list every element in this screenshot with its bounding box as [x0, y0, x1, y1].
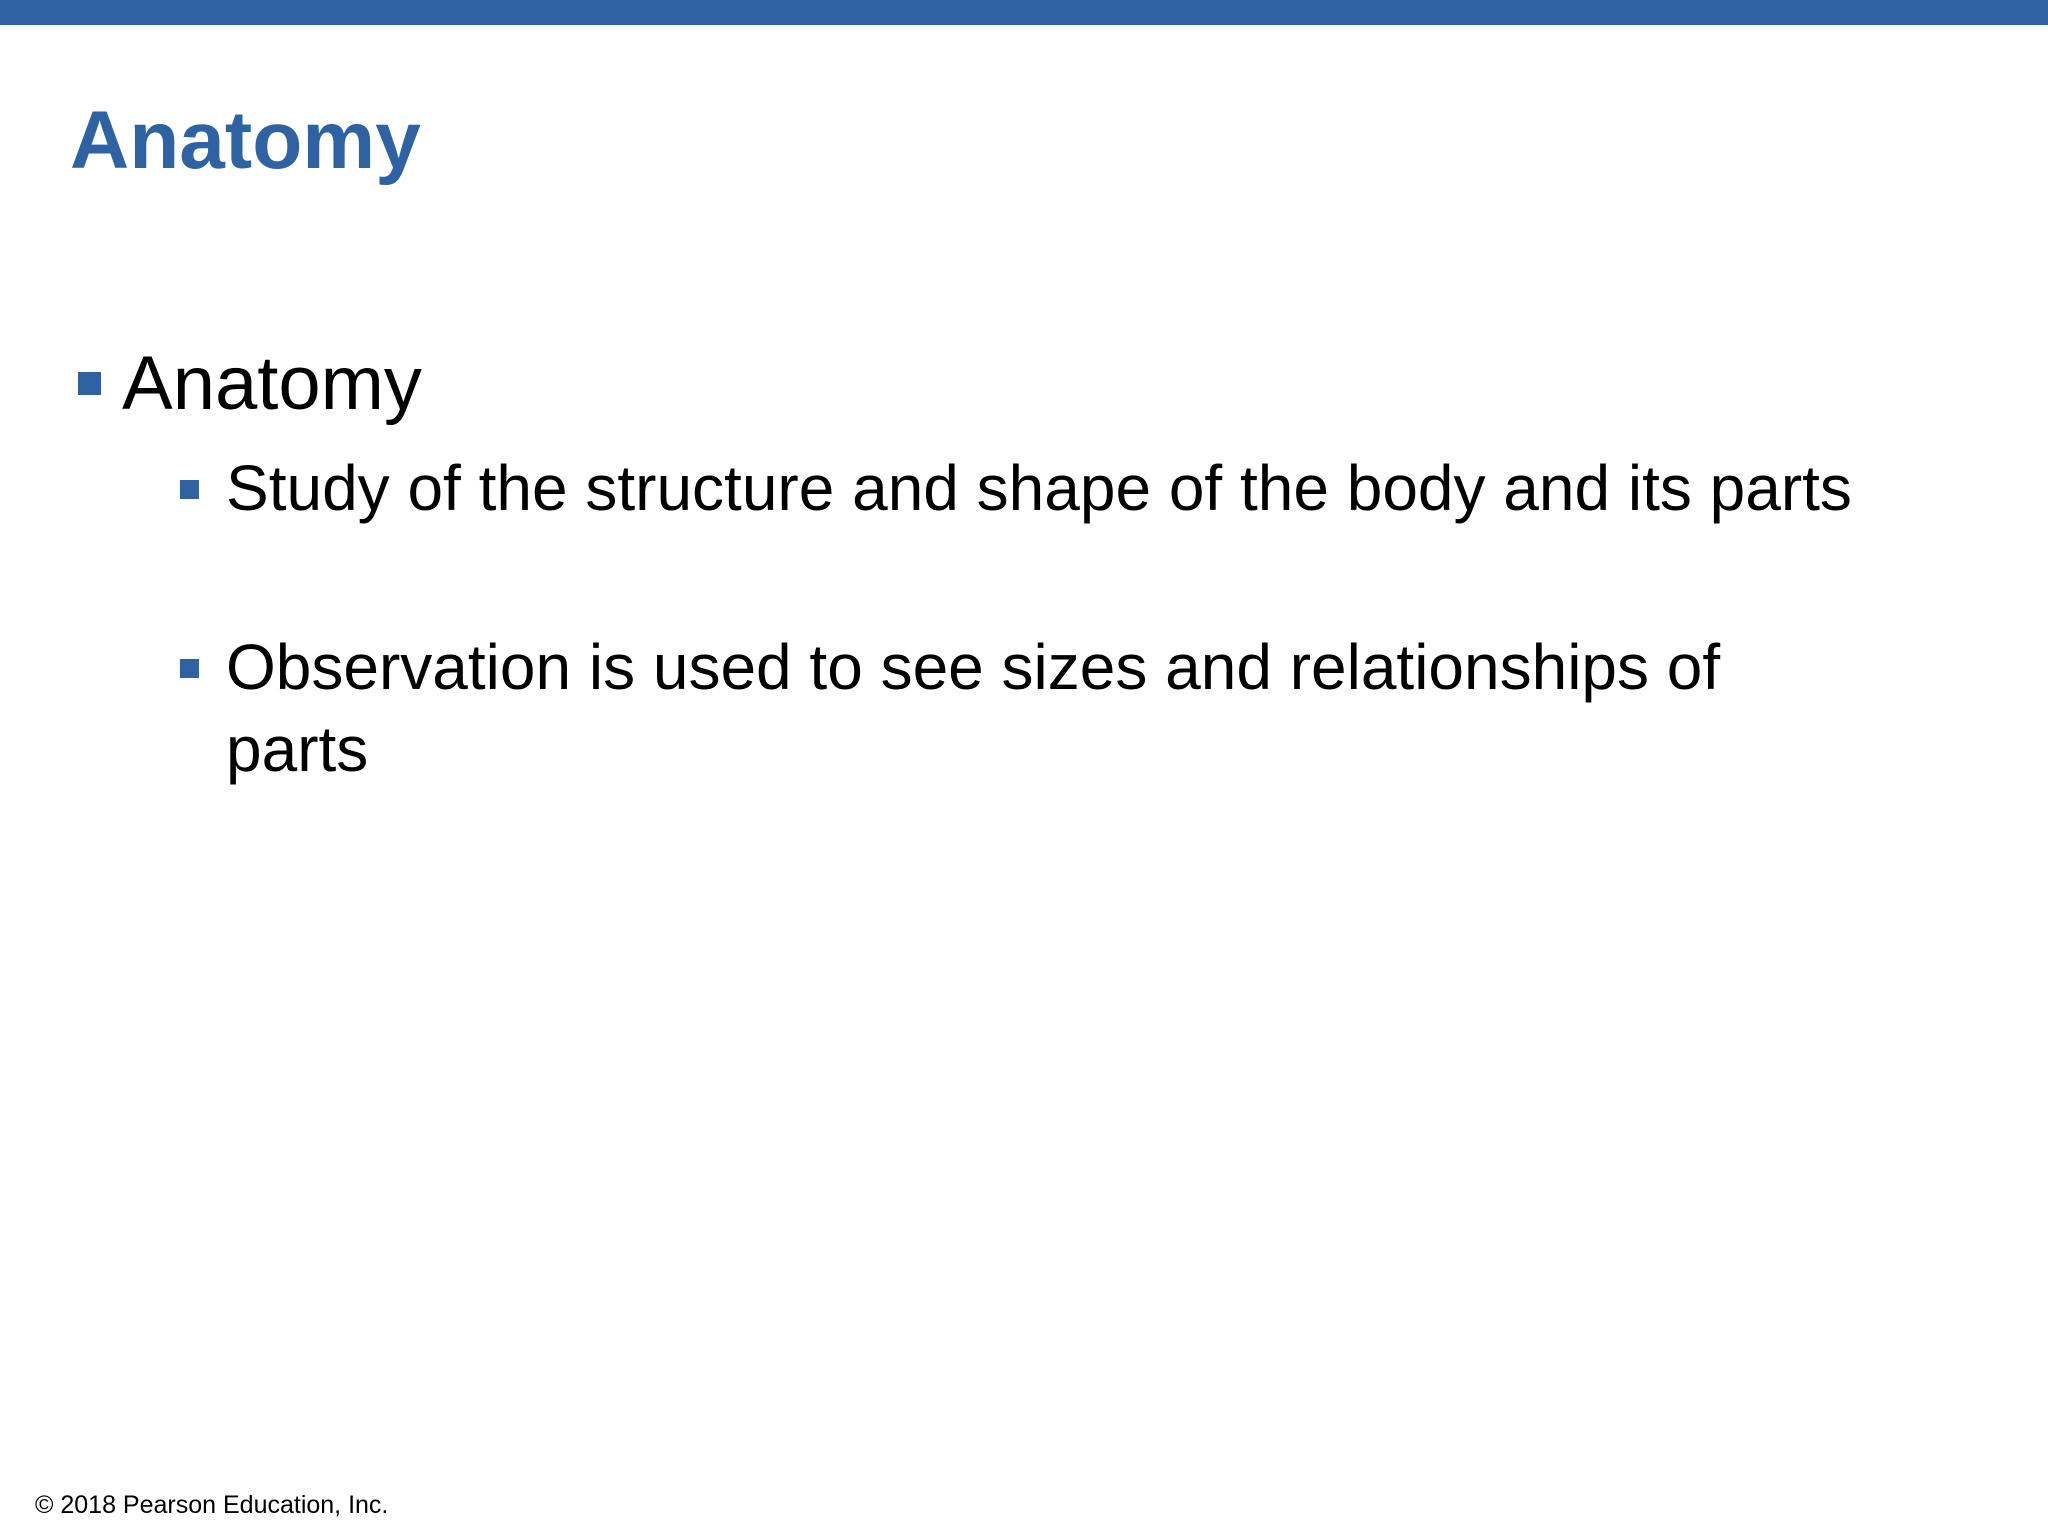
- bullet-text: Anatomy: [122, 341, 422, 426]
- square-bullet-icon: [180, 659, 199, 678]
- sub-bullet-text: Observation is used to see sizes and relationships of parts: [226, 631, 1721, 785]
- header-accent-bar: [0, 0, 2048, 25]
- copyright-footer: © 2018 Pearson Education, Inc.: [35, 1491, 389, 1519]
- sub-bullet-text: Study of the structure and shape of the body and its parts: [226, 452, 1852, 524]
- square-bullet-icon: [78, 372, 101, 395]
- slide-title: Anatomy: [70, 95, 421, 186]
- square-bullet-icon: [180, 480, 199, 499]
